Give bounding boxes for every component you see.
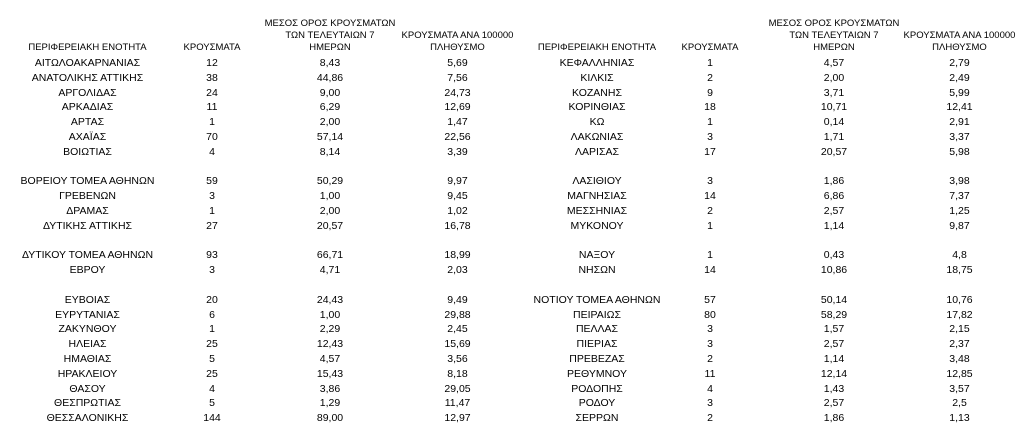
cases-cell: 5	[209, 397, 215, 410]
table-row	[512, 145, 1024, 159]
avg7-cell: 6,29	[319, 101, 341, 114]
cases-cell: 6	[209, 308, 215, 321]
per100k-cell: 3,37	[949, 131, 970, 143]
table-row	[512, 308, 1024, 322]
per100k-cell: 18,99	[444, 249, 471, 262]
avg7-cell: 4,57	[823, 57, 845, 69]
table-row	[512, 204, 1024, 218]
cases-cell: 144	[203, 412, 221, 425]
table-row	[512, 115, 1024, 129]
avg7-cell: 1,14	[823, 219, 845, 232]
table-row	[0, 337, 520, 351]
cases-cell: 1	[707, 116, 713, 129]
avg7-cell: 10,71	[820, 101, 848, 114]
per100k-cell: 5,69	[447, 57, 468, 69]
region-name-cell: ΚΟΖΑΝΗΣ	[572, 86, 622, 99]
cases-cell: 57	[704, 293, 716, 306]
table-row	[512, 263, 1024, 277]
region-name-cell: ΔΡΑΜΑΣ	[66, 205, 109, 217]
avg7-cell: 8,14	[319, 145, 341, 158]
cases-cell: 38	[206, 71, 218, 84]
region-name-cell: ΗΛΕΙΑΣ	[68, 338, 107, 351]
cases-cell: 14	[704, 264, 716, 277]
table-row	[0, 56, 520, 70]
region-name-cell: ΣΕΡΡΩΝ	[575, 412, 619, 425]
cases-cell: 25	[206, 338, 218, 351]
table-row	[512, 352, 1024, 366]
region-name-cell: ΔΥΤΙΚΗΣ ΑΤΤΙΚΗΣ	[42, 219, 133, 232]
header-per100k-right	[897, 30, 1022, 54]
per100k-cell: 2,49	[949, 71, 970, 84]
table-row	[512, 337, 1024, 351]
per100k-cell: 2,03	[447, 264, 468, 277]
per100k-cell: 16,78	[444, 219, 471, 232]
avg7-cell: 4,57	[319, 353, 341, 365]
cases-cell: 17	[704, 145, 716, 158]
avg7-cell: 2,57	[823, 205, 845, 217]
table-row	[512, 411, 1024, 425]
cases-cell: 9	[707, 86, 713, 99]
region-name-cell: ΖΑΚΥΝΘΟΥ	[58, 323, 117, 336]
cases-cell: 27	[206, 219, 218, 232]
region-name-cell: ΡΟΔΟΥ	[578, 397, 616, 410]
table-row	[0, 145, 520, 159]
region-name-cell: ΕΥΒΟΙΑΣ	[64, 293, 111, 306]
table-row	[512, 174, 1024, 188]
per100k-cell: 9,87	[949, 219, 970, 232]
cases-cell: 2	[707, 71, 713, 84]
cases-cell: 80	[704, 308, 716, 321]
table-row	[512, 382, 1024, 396]
region-name-cell: ΘΕΣΠΡΩΤΙΑΣ	[54, 397, 121, 410]
avg7-cell: 58,29	[820, 308, 848, 321]
table-row	[0, 396, 520, 410]
header-cases: ΚΡΟΥΣΜΑΤΑ	[183, 42, 241, 53]
table-row	[512, 56, 1024, 70]
region-name-cell: ΚΕΦΑΛΛΗΝΙΑΣ	[559, 57, 635, 69]
cases-cell: 1	[707, 249, 713, 262]
region-name-cell: ΑΡΓΟΛΙΔΑΣ	[58, 86, 117, 99]
avg7-cell: 4,71	[319, 264, 341, 277]
header-avg7-right-line2: ΤΩΝ ΤΕΛΕΥΤΑΙΩΝ 7	[789, 30, 879, 41]
cases-cell: 2	[707, 353, 713, 365]
table-row	[512, 367, 1024, 381]
cases-cell: 24	[206, 86, 218, 99]
per100k-cell: 2,5	[952, 397, 967, 410]
per100k-cell: 1,25	[949, 205, 970, 217]
region-name-cell: ΓΡΕΒΕΝΩΝ	[59, 190, 116, 203]
header-avg7	[260, 18, 400, 54]
table-row	[0, 219, 520, 233]
cases-cell: 4	[707, 382, 713, 395]
table-row	[0, 189, 520, 203]
per100k-cell: 2,45	[447, 323, 468, 336]
per100k-cell: 9,97	[447, 175, 468, 188]
cases-cell: 25	[206, 367, 218, 380]
table-row	[0, 263, 520, 277]
region-name-cell: ΒΟΡΕΙΟΥ ΤΟΜΕΑ ΑΘΗΝΩΝ	[20, 175, 155, 188]
region-name-cell: ΝΑΞΟΥ	[578, 249, 616, 262]
cases-cell: 14	[704, 190, 716, 203]
avg7-cell: 0,43	[823, 249, 845, 262]
table-row	[0, 352, 520, 366]
header-per100k-line1: ΚΡΟΥΣΜΑΤΑ ΑΝΑ 100000	[401, 30, 514, 41]
header-avg7-right-line3: ΗΜΕΡΩΝ	[813, 42, 855, 53]
header-avg7-line3: ΗΜΕΡΩΝ	[309, 42, 351, 53]
table-row	[0, 293, 520, 307]
region-name-cell: ΑΙΤΩΛΟΑΚΑΡΝΑΝΙΑΣ	[34, 57, 141, 69]
per100k-cell: 24,73	[444, 86, 471, 99]
cases-cell: 18	[704, 101, 716, 114]
region-name-cell: ΚΙΛΚΙΣ	[580, 71, 614, 84]
per100k-cell: 2,91	[949, 116, 970, 129]
per100k-cell: 2,79	[949, 57, 970, 69]
table-row	[0, 308, 520, 322]
per100k-cell: 2,37	[949, 338, 970, 351]
region-name-cell: ΠΡΕΒΕΖΑΣ	[569, 353, 625, 365]
per100k-cell: 7,37	[949, 190, 970, 203]
region-name-cell: ΑΡΤΑΣ	[70, 116, 105, 129]
avg7-cell: 89,00	[316, 412, 344, 425]
region-name-cell: ΗΡΑΚΛΕΙΟΥ	[57, 367, 118, 380]
per100k-cell: 8,18	[447, 367, 468, 380]
region-name-cell: ΠΕΙΡΑΙΩΣ	[573, 308, 621, 321]
avg7-cell: 2,00	[319, 116, 341, 129]
avg7-cell: 12,14	[820, 367, 848, 380]
header-avg7-right	[764, 18, 904, 54]
per100k-cell: 1,47	[447, 116, 468, 129]
avg7-cell: 2,57	[823, 338, 845, 351]
per100k-cell: 12,97	[444, 412, 471, 425]
avg7-cell: 57,14	[316, 131, 344, 143]
cases-cell: 1	[209, 205, 215, 217]
region-name-cell: ΚΩ	[589, 116, 605, 129]
header-avg7-line1: ΜΕΣΟΣ ΟΡΟΣ ΚΡΟΥΣΜΑΤΩΝ	[264, 18, 396, 29]
header-cases-right: ΚΡΟΥΣΜΑΤΑ	[681, 42, 739, 53]
region-name-cell: ΘΕΣΣΑΛΟΝΙΚΗΣ	[46, 412, 129, 425]
per100k-cell: 12,69	[444, 101, 471, 114]
cases-cell: 3	[707, 131, 713, 143]
cases-cell: 3	[209, 264, 215, 277]
table-row	[0, 100, 520, 114]
region-name-cell: ΠΙΕΡΙΑΣ	[576, 338, 618, 351]
region-name-cell: ΒΟΙΩΤΙΑΣ	[63, 145, 112, 158]
avg7-cell: 1,86	[823, 175, 845, 188]
table-row	[512, 219, 1024, 233]
table-row	[0, 174, 520, 188]
table-row	[0, 382, 520, 396]
per100k-cell: 29,05	[444, 382, 471, 395]
region-name-cell: ΛΑΣΙΘΙΟΥ	[572, 175, 622, 188]
table-row	[0, 367, 520, 381]
per100k-cell: 12,85	[946, 367, 973, 380]
per100k-cell: 5,99	[949, 86, 970, 99]
avg7-cell: 1,86	[823, 412, 845, 425]
cases-cell: 4	[209, 145, 215, 158]
table-row	[0, 322, 520, 336]
per100k-cell: 12,41	[946, 101, 973, 114]
cases-cell: 2	[707, 205, 713, 217]
avg7-cell: 50,14	[820, 293, 848, 306]
table-row	[512, 396, 1024, 410]
per100k-cell: 9,45	[447, 190, 468, 203]
avg7-cell: 1,00	[319, 308, 341, 321]
cases-cell: 59	[206, 175, 218, 188]
avg7-cell: 6,86	[823, 190, 845, 203]
cases-cell: 4	[209, 382, 215, 395]
table-row	[512, 189, 1024, 203]
table-row	[512, 248, 1024, 262]
per100k-cell: 15,69	[444, 338, 471, 351]
per100k-cell: 4,8	[952, 249, 967, 262]
avg7-cell: 20,57	[316, 219, 344, 232]
avg7-cell: 1,71	[823, 131, 845, 143]
cases-cell: 1	[209, 323, 215, 336]
per100k-cell: 3,56	[447, 353, 468, 365]
avg7-cell: 2,00	[319, 205, 341, 217]
per100k-cell: 1,13	[949, 412, 970, 425]
avg7-cell: 15,43	[316, 367, 344, 380]
region-name-cell: ΑΧΑΪΑΣ	[68, 131, 107, 143]
region-name-cell: ΝΗΣΩΝ	[578, 264, 616, 277]
avg7-cell: 50,29	[316, 175, 344, 188]
cases-cell: 5	[209, 353, 215, 365]
per100k-cell: 11,47	[444, 397, 471, 410]
cases-cell: 2	[707, 412, 713, 425]
table-row	[512, 100, 1024, 114]
table-row	[0, 115, 520, 129]
avg7-cell: 2,29	[319, 323, 341, 336]
avg7-cell: 1,57	[823, 323, 845, 336]
avg7-cell: 1,29	[319, 397, 341, 410]
header-avg7-line2: ΤΩΝ ΤΕΛΕΥΤΑΙΩΝ 7	[285, 30, 375, 41]
avg7-cell: 9,00	[319, 86, 341, 99]
avg7-cell: 2,00	[823, 71, 845, 84]
region-name-cell: ΑΝΑΤΟΛΙΚΗΣ ΑΤΤΙΚΗΣ	[31, 71, 144, 84]
table-row	[512, 130, 1024, 144]
cases-cell: 1	[707, 219, 713, 232]
region-name-cell: ΑΡΚΑΔΙΑΣ	[61, 101, 114, 114]
table-row	[0, 411, 520, 425]
table-row	[0, 86, 520, 100]
table-row	[0, 248, 520, 262]
avg7-cell: 20,57	[820, 145, 848, 158]
table-row	[512, 322, 1024, 336]
cases-cell: 20	[206, 293, 218, 306]
region-name-cell: ΛΑΡΙΣΑΣ	[575, 145, 619, 158]
per100k-cell: 10,76	[946, 293, 973, 306]
cases-cell: 3	[707, 323, 713, 336]
cases-cell: 1	[209, 116, 215, 129]
per100k-cell: 1,02	[447, 205, 468, 217]
avg7-cell: 24,43	[316, 293, 344, 306]
avg7-cell: 10,86	[820, 264, 848, 277]
cases-cell: 3	[209, 190, 215, 203]
header-per100k	[395, 30, 520, 54]
header-per100k-line2: ΠΛΗΘΥΣΜΟ	[430, 42, 485, 53]
table-row	[0, 71, 520, 85]
avg7-cell: 3,71	[823, 86, 845, 99]
per100k-cell: 7,56	[447, 71, 468, 84]
avg7-cell: 44,86	[316, 71, 344, 84]
cases-cell: 3	[707, 175, 713, 188]
avg7-cell: 1,14	[823, 353, 845, 365]
per100k-cell: 22,56	[444, 131, 471, 143]
region-name-cell: ΜΥΚΟΝΟΥ	[570, 219, 624, 232]
per100k-cell: 29,88	[444, 308, 471, 321]
avg7-cell: 66,71	[316, 249, 344, 262]
header-region: ΠΕΡΙΦΕΡΕΙΑΚΗ ΕΝΟΤΗΤΑ	[28, 42, 147, 53]
header-avg7-right-line1: ΜΕΣΟΣ ΟΡΟΣ ΚΡΟΥΣΜΑΤΩΝ	[768, 18, 900, 29]
per100k-cell: 9,49	[447, 293, 468, 306]
per100k-cell: 5,98	[949, 145, 970, 158]
header-region-right: ΠΕΡΙΦΕΡΕΙΑΚΗ ΕΝΟΤΗΤΑ	[537, 42, 657, 53]
table-row	[0, 204, 520, 218]
table-row	[512, 86, 1024, 100]
per100k-cell: 3,39	[447, 145, 468, 158]
avg7-cell: 3,86	[319, 382, 341, 395]
cases-cell: 3	[707, 338, 713, 351]
region-name-cell: ΗΜΑΘΙΑΣ	[63, 353, 112, 365]
per100k-cell: 3,57	[949, 382, 970, 395]
cases-cell: 1	[707, 57, 713, 69]
per100k-cell: 17,82	[946, 308, 973, 321]
cases-cell: 70	[206, 131, 218, 143]
region-name-cell: ΠΕΛΛΑΣ	[575, 323, 619, 336]
region-name-cell: ΜΑΓΝΗΣΙΑΣ	[567, 190, 627, 203]
per100k-cell: 3,48	[949, 353, 970, 365]
per100k-cell: 18,75	[946, 264, 973, 277]
region-name-cell: ΡΟΔΟΠΗΣ	[571, 382, 623, 395]
region-name-cell: ΝΟΤΙΟΥ ΤΟΜΕΑ ΑΘΗΝΩΝ	[533, 293, 661, 306]
table-row	[0, 130, 520, 144]
region-name-cell: ΡΕΘΥΜΝΟΥ	[566, 367, 627, 380]
right-table	[512, 0, 1024, 425]
region-name-cell: ΘΑΣΟΥ	[69, 382, 106, 395]
avg7-cell: 8,43	[319, 57, 341, 69]
avg7-cell: 2,57	[823, 397, 845, 410]
cases-cell: 11	[704, 367, 716, 380]
avg7-cell: 0,14	[823, 116, 845, 129]
per100k-cell: 3,98	[949, 175, 970, 188]
header-per100k-right-line1: ΚΡΟΥΣΜΑΤΑ ΑΝΑ 100000	[903, 30, 1016, 41]
table-row	[512, 293, 1024, 307]
region-name-cell: ΜΕΣΣΗΝΙΑΣ	[566, 205, 628, 217]
cases-cell: 3	[707, 397, 713, 410]
region-name-cell: ΛΑΚΩΝΙΑΣ	[570, 131, 624, 143]
header-per100k-right-line2: ΠΛΗΘΥΣΜΟ	[932, 42, 987, 53]
region-name-cell: ΕΒΡΟΥ	[69, 264, 106, 277]
region-name-cell: ΕΥΡΥΤΑΝΙΑΣ	[55, 308, 120, 321]
cases-cell: 11	[206, 101, 218, 114]
table-row	[512, 71, 1024, 85]
cases-cell: 12	[206, 57, 218, 69]
avg7-cell: 12,43	[316, 338, 344, 351]
cases-cell: 93	[206, 249, 218, 262]
avg7-cell: 1,43	[823, 382, 845, 395]
per100k-cell: 2,15	[949, 323, 970, 336]
region-name-cell: ΔΥΤΙΚΟΥ ΤΟΜΕΑ ΑΘΗΝΩΝ	[21, 249, 154, 262]
avg7-cell: 1,00	[319, 190, 341, 203]
region-name-cell: ΚΟΡΙΝΘΙΑΣ	[568, 101, 626, 114]
